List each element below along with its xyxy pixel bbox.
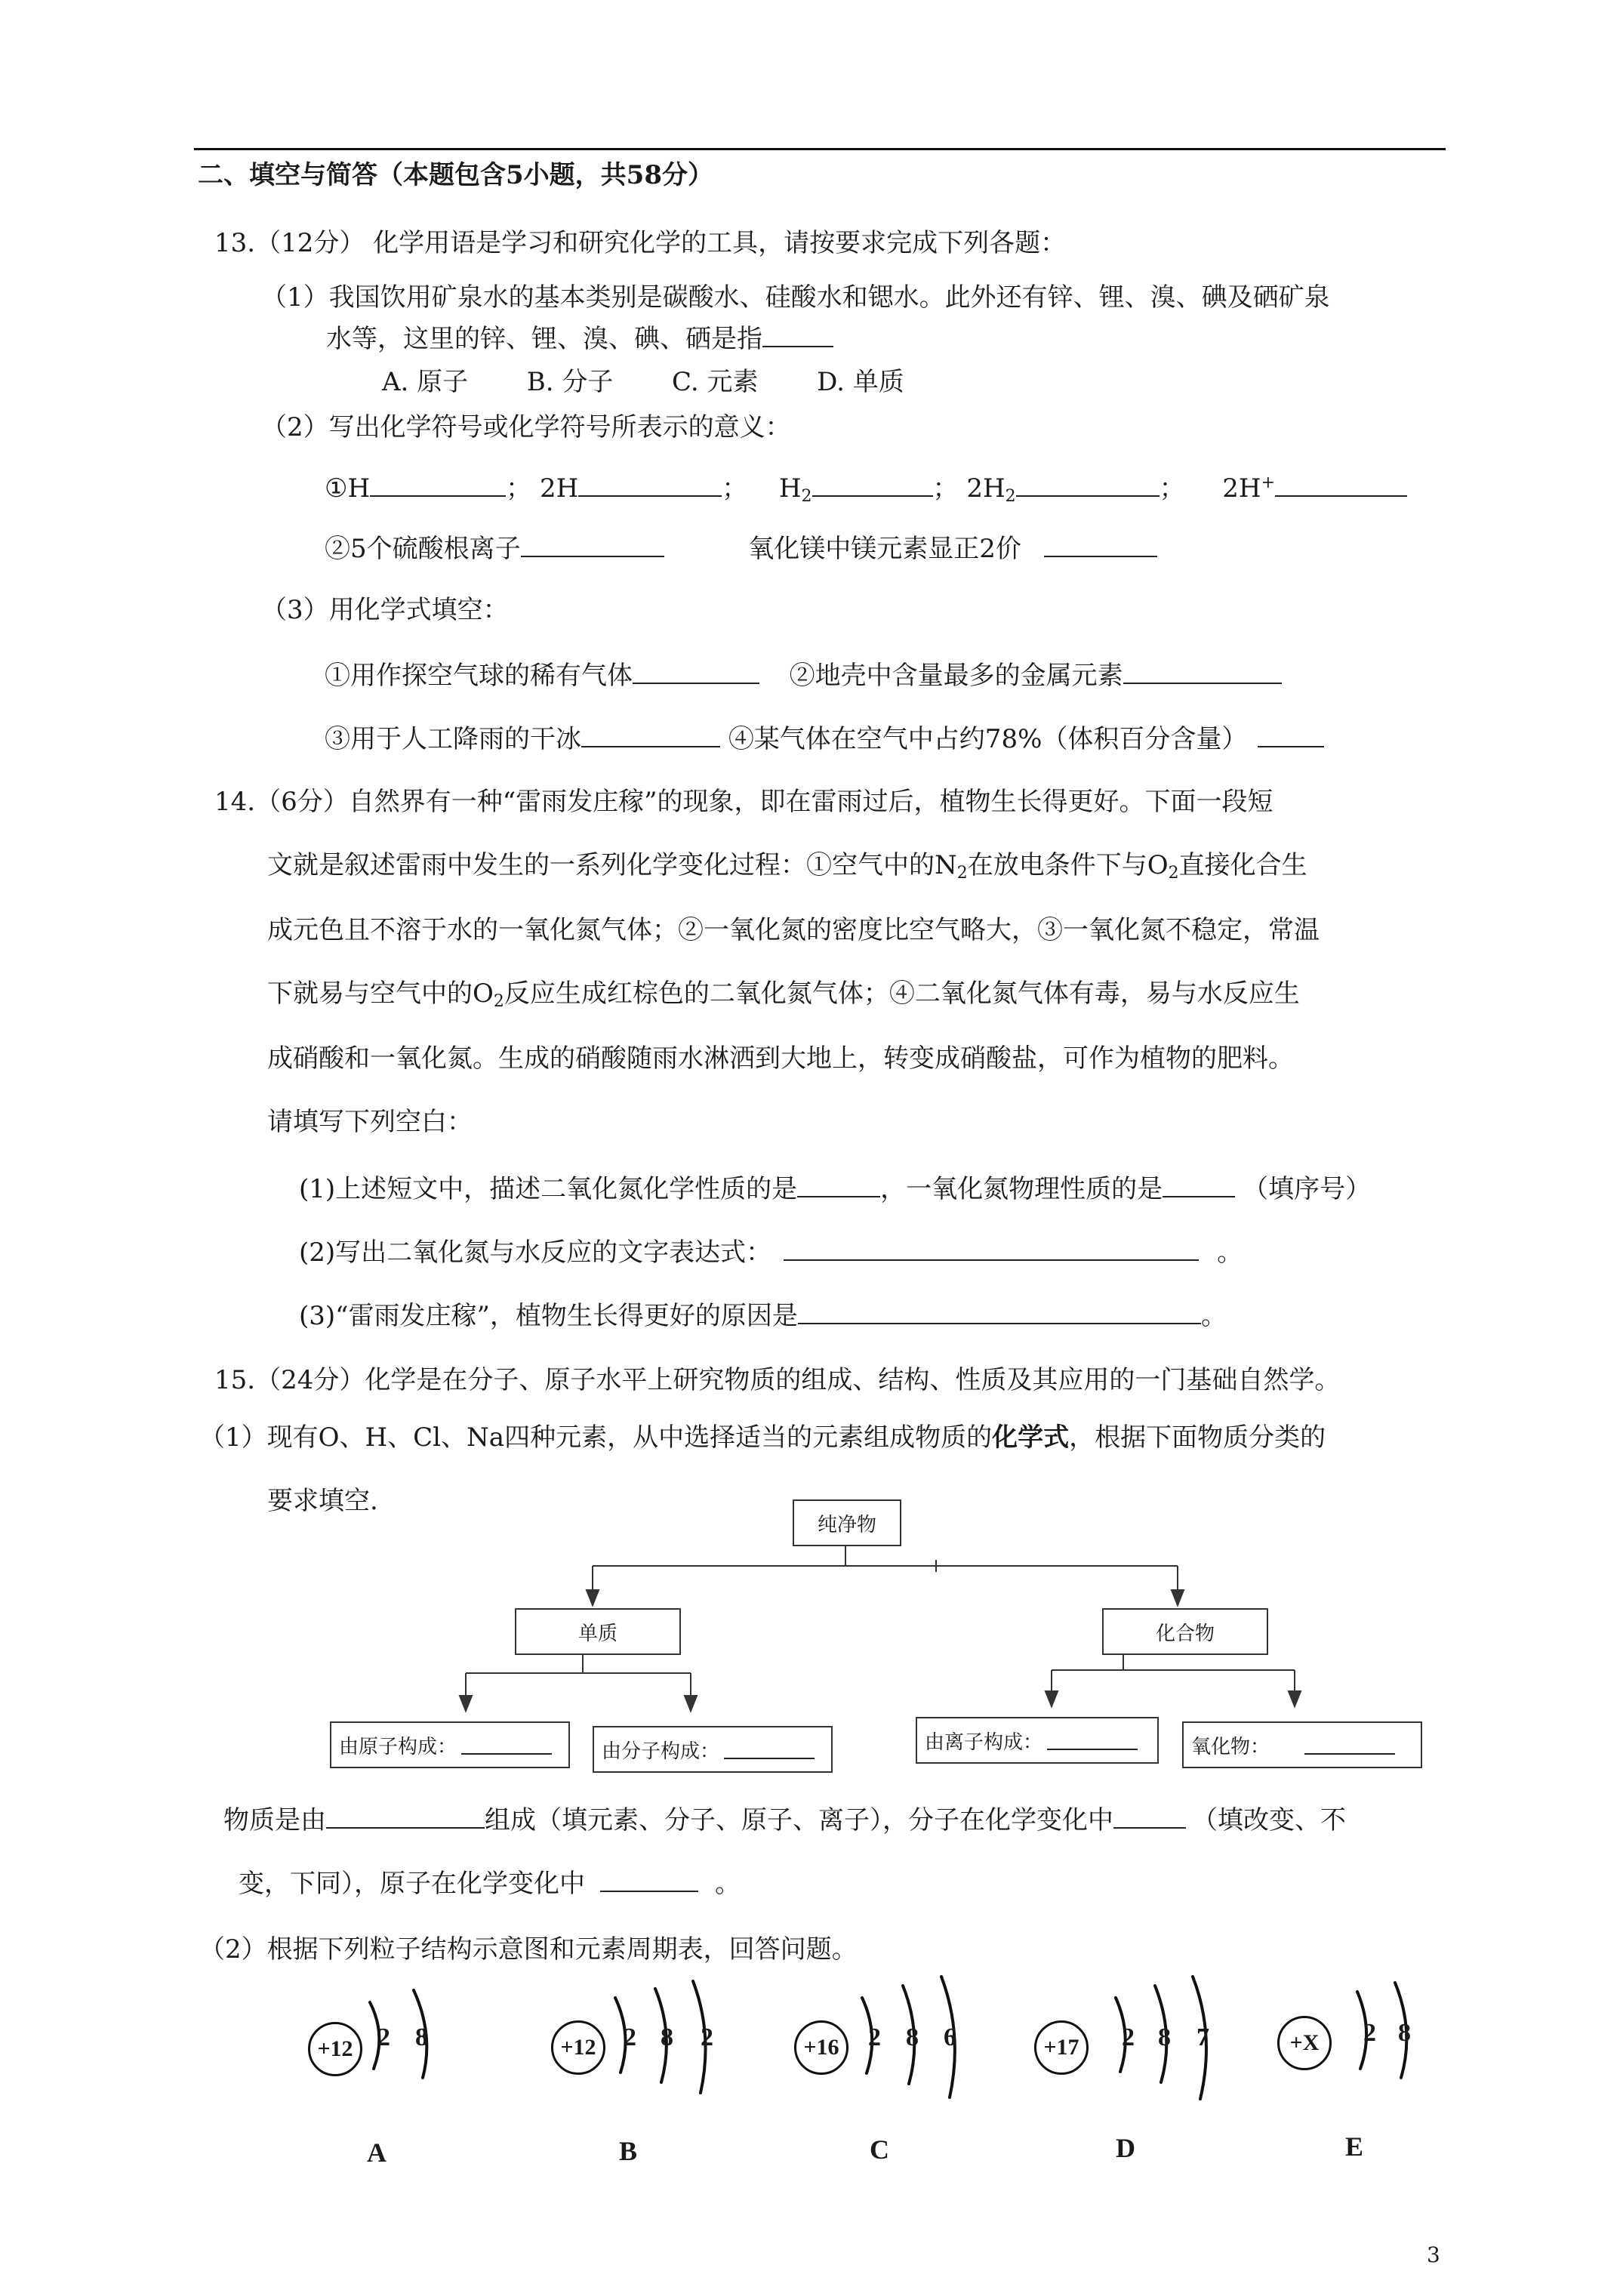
option-c: C. 元素 [672,367,759,397]
shell-b-1: 2 [624,2023,636,2051]
shell-c-2: 8 [906,2023,919,2051]
page-number: 3 [1427,2242,1440,2267]
shell-d-2: 8 [1158,2023,1171,2051]
q13-p2-ii: ②5个硫酸根离子 氧化镁中镁元素显正2价 [325,530,1157,566]
tree-leaf-atom: 由原子构成： [330,1721,570,1768]
q14-sub3: (3)“雷雨发庄稼”，植物生长得更好的原因是 。 [299,1297,1227,1333]
q14-line4: 下就易与空气中的$O_2$反应生成红棕色的二氧化氮气体；④二氧化氮气体有毒，易与水反应生 [267,978,1300,1011]
section-title: 二、填空与简答（本题包含5小题，共58分） [198,160,713,190]
shell-c-1: 2 [868,2023,881,2051]
nucleus-c: +16 [794,2020,848,2075]
q13-p1-line1: （1）我国饮用矿泉水的基本类别是碳酸水、硅酸水和锶水。此外还有锌、锂、溴、碘及硒矿泉 [261,282,1330,313]
tree-root-box: 纯净物 [793,1499,901,1546]
option-d: D. 单质 [817,367,904,397]
tree-right-box: 化合物 [1102,1608,1268,1655]
q14-line5: 成硝酸和一氧化氮。生成的硝酸随雨水淋洒到大地上，转变成硝酸盐，可作为植物的肥料。 [267,1043,1294,1074]
q13-head: 13.（12分） 化学用语是学习和研究化学的工具，请按要求完成下列各题： [214,228,1067,258]
atom-label-a: A [367,2137,387,2168]
q13-p2-symbols: ①H ； 2H ； $H_2$ ； $2H_2$ ； 2H+ [325,467,1407,513]
nucleus-a: +12 [308,2022,362,2076]
option-b: B. 分子 [526,367,614,397]
shell-d-3: 7 [1196,2023,1209,2051]
tree-leaf-oxide: 氧化物： [1182,1721,1422,1768]
q14-sub1: (1)上述短文中，描述二氧化氮化学性质的是 ，一氧化氮物理性质的是 （填序号） [299,1170,1371,1206]
shell-e-1: 2 [1363,2019,1376,2047]
q14-sub2: (2)写出二氧化氮与水反应的文字表达式： 。 [299,1234,1243,1269]
nucleus-e: +X [1277,2016,1332,2070]
atom-label-d: D [1116,2133,1135,2163]
shell-a-2: 8 [415,2023,428,2051]
tree-leaf-molecule: 由分子构成： [593,1726,833,1773]
shell-c-3: 6 [944,2023,956,2051]
shell-b-3: 2 [701,2023,713,2051]
shell-e-2: 8 [1398,2019,1411,2047]
q13-p1-line2: 水等，这里的锌、锂、溴、碘、硒是指 [326,320,833,356]
tree-leaf-ion: 由离子构成： [916,1717,1159,1764]
q15-head: 15.（24分）化学是在分子、原子水平上研究物质的组成、结构、性质及其应用的一门基础自然学。 [214,1365,1341,1395]
atom-label-b: B [619,2136,638,2166]
q15-p1-line1: （1）现有O、H、Cl、Na四种元素，从中选择适当的元素组成物质的化学式，根据下面物质分类的 [199,1422,1326,1453]
atom-label-c: C [870,2134,889,2165]
q15-fill-line2: 变，下同），原子在化学变化中 。 [239,1865,741,1900]
q13-p3-line2: ③用于人工降雨的干冰 ④某气体在空气中占约78%（体积百分含量） [325,720,1324,756]
atom-label-e: E [1345,2131,1364,2162]
q13-p3-line1: ①用作探空气球的稀有气体 ②地壳中含量最多的金属元素 [325,657,1282,692]
q15-p1-line2: 要求填空. [267,1486,378,1516]
q13-p2: （2）写出化学符号或化学符号所表示的意义： [261,412,791,442]
q14-line3: 成元色且不溶于水的一氧化氮气体；②一氧化氮的密度比空气略大，③一氧化氮不稳定，常温 [267,915,1320,945]
q13-p3: （3）用化学式填空： [261,595,509,625]
shell-b-2: 8 [661,2023,673,2051]
shell-a-1: 2 [377,2023,390,2051]
q14-line1: 14.（6分）自然界有一种“雷雨发庄稼”的现象，即在雷雨过后，植物生长得更好。下面一段短 [214,787,1273,817]
nucleus-d: +17 [1034,2020,1089,2075]
q14-line6: 请填写下列空白： [267,1107,473,1137]
q15-fill-line1: 物质是由 组成（填元素、分子、原子、离子），分子在化学变化中 （填改变、不 [223,1801,1346,1837]
q14-line2: 文就是叙述雷雨中发生的一系列化学变化过程：①空气中的$N_2$在放电条件下与$O_2$直接化合生 [267,850,1307,883]
nucleus-b: +12 [551,2020,605,2075]
option-a: A. 原子 [382,367,469,397]
tree-left-box: 单质 [515,1608,681,1655]
q15-p2: （2）根据下列粒子结构示意图和元素周期表，回答问题。 [199,1934,858,1965]
shell-d-1: 2 [1122,2023,1135,2051]
